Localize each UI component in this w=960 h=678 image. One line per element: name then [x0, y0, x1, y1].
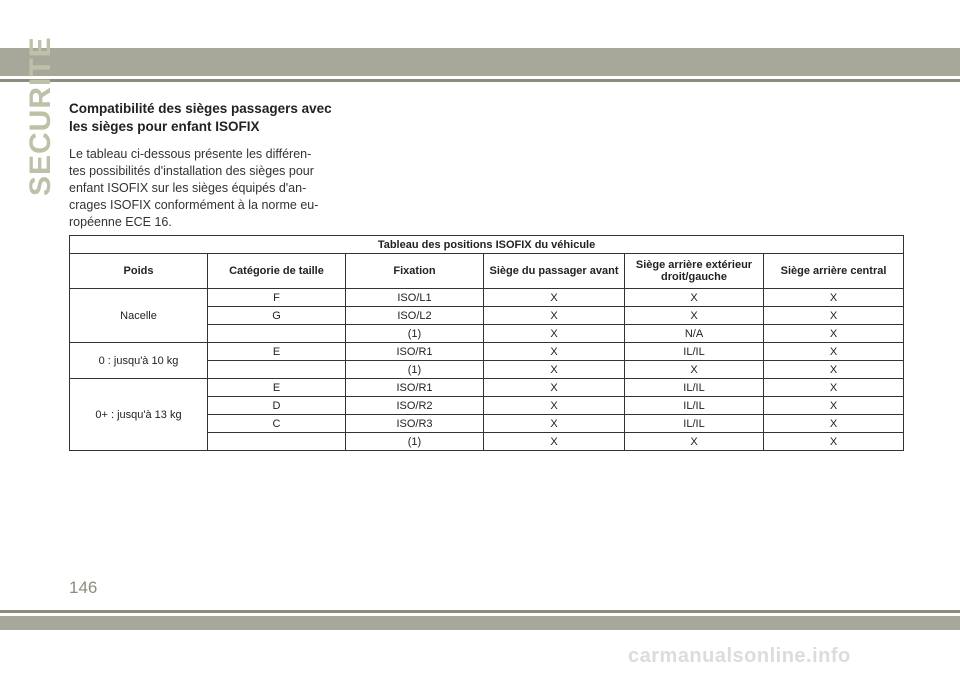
header-categorie: Catégorie de taille [208, 254, 346, 289]
section-label: SECURITE [24, 36, 57, 196]
header-arriere-central: Siège arrière central [764, 254, 904, 289]
categorie-cell: E [208, 379, 346, 397]
table-row [70, 343, 904, 361]
arriere-exterieur-cell: IL/IL [625, 415, 764, 433]
watermark-text: carmanualsonline.info [628, 645, 851, 667]
header-arriere-exterieur-line2: droit/gauche [660, 271, 727, 283]
categorie-cell: D [208, 397, 346, 415]
categorie-cell: G [208, 307, 346, 325]
fixation-cell: (1) [346, 361, 484, 379]
arriere-central-cell: X [764, 343, 904, 361]
categorie-cell: C [208, 415, 346, 433]
arriere-central-cell: X [764, 307, 904, 325]
table-title: Tableau des positions ISOFIX du véhicule [70, 236, 904, 254]
passager-avant-cell: X [484, 307, 625, 325]
footer-band [0, 616, 960, 630]
passager-avant-cell: X [484, 379, 625, 397]
arriere-central-cell: X [764, 379, 904, 397]
intro-line: tes possibilités d'installation des sièges pour [69, 164, 314, 178]
arriere-exterieur-cell: IL/IL [625, 397, 764, 415]
intro-line: Le tableau ci-dessous présente les différen- [69, 147, 312, 161]
footer-rule [0, 610, 960, 613]
fixation-cell: ISO/L1 [346, 289, 484, 307]
fixation-cell: ISO/R1 [346, 343, 484, 361]
passager-avant-cell: X [484, 325, 625, 343]
fixation-cell: ISO/R2 [346, 397, 484, 415]
header-rule [0, 79, 960, 82]
passager-avant-cell: X [484, 289, 625, 307]
fixation-cell: (1) [346, 325, 484, 343]
intro-line: crages ISOFIX conformément à la norme eu- [69, 198, 319, 212]
categorie-cell [208, 361, 346, 379]
categorie-cell: F [208, 289, 346, 307]
categorie-cell [208, 433, 346, 451]
section-heading [69, 100, 349, 136]
fixation-cell: ISO/R1 [346, 379, 484, 397]
poids-cell: 0+ : jusqu'à 13 kg [70, 379, 208, 451]
arriere-exterieur-cell: IL/IL [625, 343, 764, 361]
arriere-central-cell: X [764, 361, 904, 379]
poids-cell: Nacelle [70, 289, 208, 343]
header-poids: Poids [70, 254, 208, 289]
arriere-central-cell: X [764, 325, 904, 343]
isofix-positions-table [69, 235, 904, 451]
header-band [0, 48, 960, 76]
poids-cell: 0 : jusqu'à 10 kg [70, 343, 208, 379]
passager-avant-cell: X [484, 343, 625, 361]
passager-avant-cell: X [484, 361, 625, 379]
arriere-exterieur-cell: X [625, 307, 764, 325]
arriere-central-cell: X [764, 415, 904, 433]
intro-line: enfant ISOFIX sur les sièges équipés d'an- [69, 181, 307, 195]
fixation-cell: ISO/L2 [346, 307, 484, 325]
arriere-central-cell: X [764, 433, 904, 451]
arriere-central-cell: X [764, 289, 904, 307]
heading-line-2: les sièges pour enfant ISOFIX [69, 119, 260, 134]
intro-paragraph [69, 146, 335, 231]
header-arriere-exterieur [625, 254, 764, 289]
arriere-exterieur-cell: N/A [625, 325, 764, 343]
categorie-cell: E [208, 343, 346, 361]
header-fixation: Fixation [346, 254, 484, 289]
intro-line: ropéenne ECE 16. [69, 215, 172, 229]
categorie-cell [208, 325, 346, 343]
arriere-exterieur-cell: X [625, 361, 764, 379]
page-number: 146 [69, 578, 98, 597]
passager-avant-cell: X [484, 397, 625, 415]
header-arriere-exterieur-line1: Siège arrière extérieur [635, 259, 753, 271]
arriere-central-cell: X [764, 397, 904, 415]
table-row [70, 289, 904, 307]
arriere-exterieur-cell: X [625, 289, 764, 307]
arriere-exterieur-cell: IL/IL [625, 379, 764, 397]
heading-line-1: Compatibilité des sièges passagers avec [69, 101, 332, 116]
fixation-cell: (1) [346, 433, 484, 451]
header-passager-avant: Siège du passager avant [484, 254, 625, 289]
arriere-exterieur-cell: X [625, 433, 764, 451]
fixation-cell: ISO/R3 [346, 415, 484, 433]
passager-avant-cell: X [484, 433, 625, 451]
passager-avant-cell: X [484, 415, 625, 433]
table-row [70, 379, 904, 397]
